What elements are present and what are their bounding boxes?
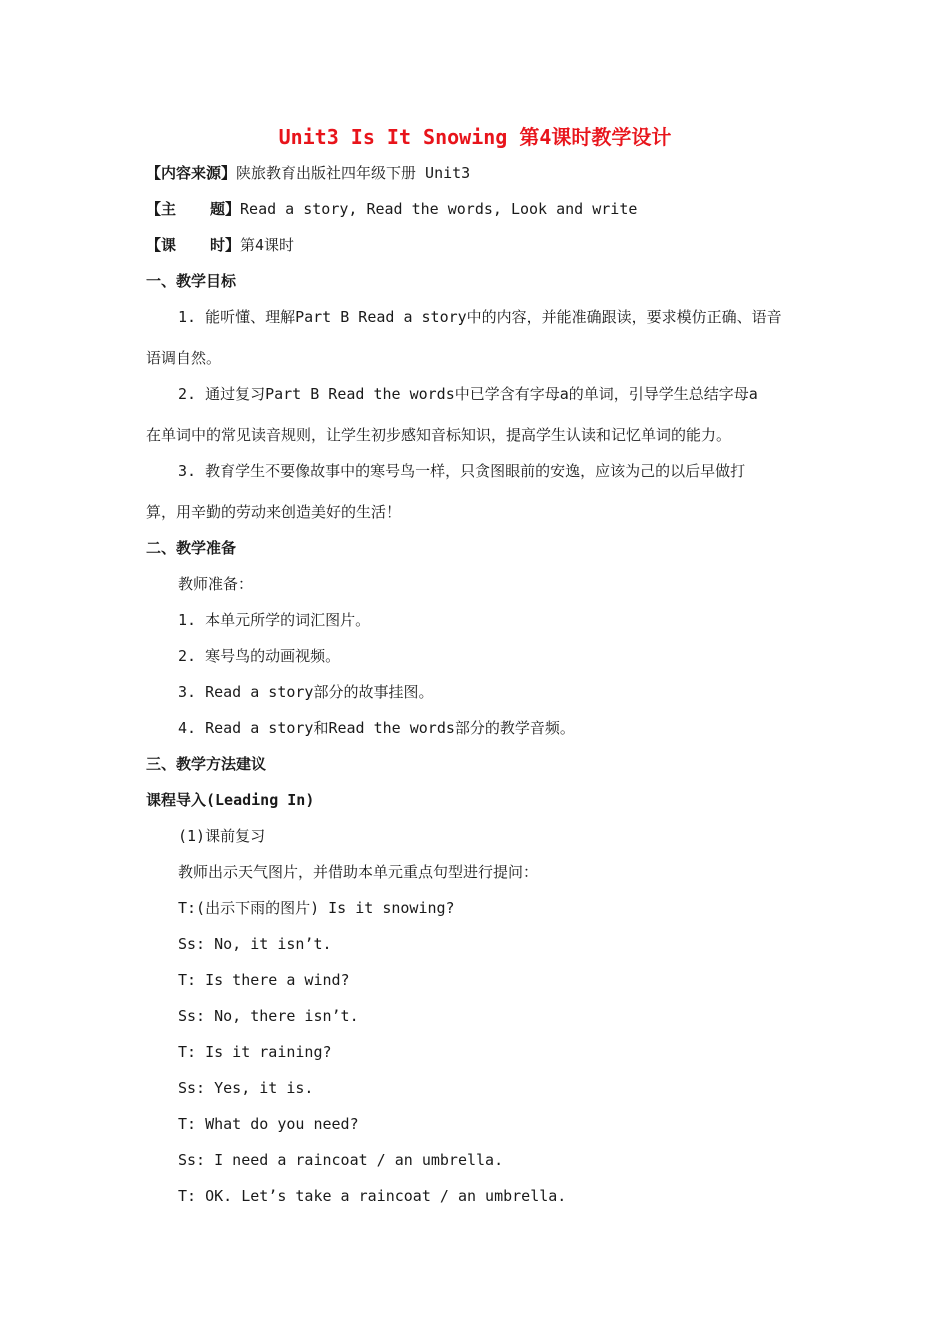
dialogue-line: T:(出示下雨的图片) Is it snowing?	[178, 899, 455, 917]
dialogue-line: Ss: I need a raincoat / an umbrella.	[178, 1151, 504, 1169]
section2-sub: 教师准备：	[178, 575, 254, 593]
step-intro: 教师出示天气图片，并借助本单元重点句型进行提问：	[178, 863, 539, 881]
prep-item: 2. 寒号鸟的动画视频。	[178, 647, 341, 665]
objective-1-line2: 语调自然。	[146, 349, 222, 367]
meta-period	[146, 234, 294, 256]
period-value: 第4课时	[240, 236, 295, 254]
objective-2-line2: 在单词中的常见读音规则，让学生初步感知音标知识，提高学生认读和记忆单词的能力。	[146, 426, 732, 444]
objective-3-line1: 3. 教育学生不要像故事中的寒号鸟一样，只贪图眼前的安逸，应该为己的以后早做打	[178, 462, 746, 480]
dialogue-line: T: What do you need?	[178, 1115, 359, 1133]
section1-heading: 一、教学目标	[146, 272, 237, 290]
objective-2-line1: 2. 通过复习Part B Read the words中已学含有字母a的单词，引导学生总结字母a	[178, 385, 758, 403]
prep-item: 4. Read a story和Read the words部分的教学音频。	[178, 719, 575, 737]
meta-topic	[146, 198, 637, 220]
source-value: 陕旅教育出版社四年级下册 Unit3	[236, 164, 471, 182]
meta-source	[146, 162, 470, 184]
prep-item: 1. 本单元所学的词汇图片。	[178, 611, 371, 629]
topic-label-close: 题】	[210, 200, 241, 218]
source-label: 【内容来源】	[146, 164, 237, 182]
section3-subheading: 课程导入(Leading In)	[146, 791, 315, 809]
topic-value: Read a story, Read the words, Look and write	[240, 200, 638, 218]
period-label-open: 【课	[146, 236, 177, 254]
objective-1-line1: 1. 能听懂、理解Part B Read a story中的内容，并能准确跟读，要求模仿正确、语音	[178, 308, 782, 326]
step-label: (1)课前复习	[178, 827, 266, 845]
dialogue-line: T: Is there a wind?	[178, 971, 350, 989]
dialogue-line: Ss: No, there isn’t.	[178, 1007, 359, 1025]
dialogue-line: Ss: No, it isn’t.	[178, 935, 332, 953]
document-title: Unit3 Is It Snowing 第4课时教学设计	[278, 125, 672, 149]
topic-label-open: 【主	[146, 200, 177, 218]
prep-item: 3. Read a story部分的故事挂图。	[178, 683, 434, 701]
dialogue-line: T: OK. Let’s take a raincoat / an umbrella.	[178, 1187, 567, 1205]
section3-heading: 三、教学方法建议	[146, 755, 267, 773]
period-label-close: 时】	[210, 236, 241, 254]
section2-heading: 二、教学准备	[146, 539, 237, 557]
dialogue-line: T: Is it raining?	[178, 1043, 332, 1061]
dialogue-line: Ss: Yes, it is.	[178, 1079, 314, 1097]
objective-3-line2: 算，用辛勤的劳动来创造美好的生活！	[146, 503, 402, 521]
